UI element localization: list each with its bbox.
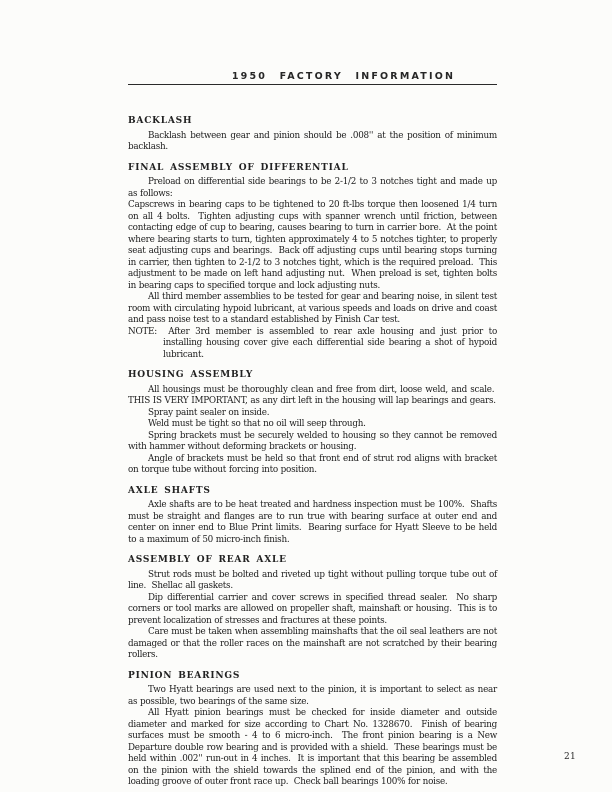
section-axle-shafts [128, 486, 497, 547]
paragraph: Dip differential carrier and cover screws in specified thread sealer. No sharp corners or tool marks are allowed on propeller shaft, mainshaft or housing. This is to prevent localization of stresses and fractures at these points. [128, 592, 497, 626]
header-title: 1950 FACTORY INFORMATION [231, 71, 456, 82]
paragraph: Care must be taken when assembling mainshafts that the oil seal leathers are not damaged or that the roller races on the mainshaft are not scratched by their bearing rollers. [128, 627, 497, 660]
section-heading: ASSEMBLY OF REAR AXLE [128, 555, 287, 565]
paragraph: Weld must be tight so that no oil will seep through. [148, 419, 366, 429]
page-content [128, 107, 497, 789]
section-backlash [128, 116, 497, 154]
page-header [128, 71, 497, 85]
paragraph: All housings must be thoroughly clean and free from dirt, loose weld, and scale. THIS IS VERY IMPORTANT, as any dirt left in the housing will lap bearings and gears. [128, 384, 497, 406]
page-number: 21 [563, 752, 576, 762]
section-housing-assembly [128, 370, 497, 477]
paragraph: Axle shafts are to be heat treated and hardness inspection must be 100%. Shafts must be straight and flanges are to run true with bearing surface at outer end and center on inner end to Blue Print limits. Bearing surface for Hyatt Sleeve to be held to a maximum of 50 micro-inch finish. [128, 500, 497, 545]
section-heading: PINION BEARINGS [128, 670, 241, 681]
section-final-assembly-of-differential [128, 163, 497, 362]
paragraph: Two Hyatt bearings are used next to the pinion, it is important to select as near as possible, two bearings of the same size. [128, 685, 497, 707]
paragraph: All Hyatt pinion bearings must be checked for inside diameter and outside diameter and marked for size according to Chart No. 1328670. Finish of bearing surfaces must be smooth - 4 to 6 micro-inch. The front pinion bearing is a New Departure double row bearing and is provided with a shield. These bearings must be held within .002'' run-out in 4 inches. It is important that this bearing be assembled on the pinion with the shield towards the splined end of the pinion, and with the loading groove of outer front race up. Check ball bearings 100% for noise. [128, 708, 497, 787]
paragraph-note: NOTE: After 3rd member is assembled to rear axle housing and just prior to installing housing cover give each differential side bearing a shot of hypoid lubricant. [128, 326, 497, 360]
paragraph: Capscrews in bearing caps to be tightened to 20 ft-lbs torque then loosened 1/4 turn on all 4 bolts. Tighten adjusting cups with spanner wrench until friction, between contacting edge of cup to bearing, causes bearing to turn in carrier bore. At the point where bearing starts to turn, tighten approximately 4 to 5 notches tighter, to properly seat adjusting cups and bearings. Back off adjusting cups until bearing stops turning in carrier, then tighten to 2-1/2 to 3 notches tight, which is the required preload. This adjustment to be made on left hand adjusting nut. When preload is set, tighten bolts in bearing caps to specified torque and lock adjusting nuts. [128, 200, 497, 291]
paragraph: Strut rods must be bolted and riveted up tight without pulling torque tube out of line. Shellac all gaskets. [128, 569, 497, 591]
section-heading: HOUSING ASSEMBLY [128, 370, 254, 380]
paragraph: Backlash between gear and pinion should be .008'' at the position of minimum backlash. [128, 130, 497, 152]
paragraph: Preload on differential side bearings to be 2-1/2 to 3 notches tight and made up as follows: [128, 177, 497, 199]
section-heading: AXLE SHAFTS [128, 485, 211, 496]
section-heading: BACKLASH [128, 116, 193, 126]
section-assembly-of-rear-axle [128, 555, 497, 662]
paragraph: Spray paint sealer on inside. [148, 407, 270, 418]
section-pinion-bearings [128, 671, 497, 789]
section-heading: FINAL ASSEMBLY OF DIFFERENTIAL [128, 162, 349, 173]
paragraph: All third member assemblies to be tested for gear and bearing noise, in silent test room with circulating hypoid lubricant, at various speeds and loads on drive and coast and pass noise test to a standard established by Finish Car test. [128, 292, 497, 325]
paragraph: Angle of brackets must be held so that front end of strut rod aligns with bracket on torque tube without forcing into position. [128, 453, 497, 475]
paragraph: Spring brackets must be securely welded to housing so they cannot be removed with hammer without deforming brackets or housing. [128, 430, 497, 452]
header-rule [128, 84, 497, 85]
